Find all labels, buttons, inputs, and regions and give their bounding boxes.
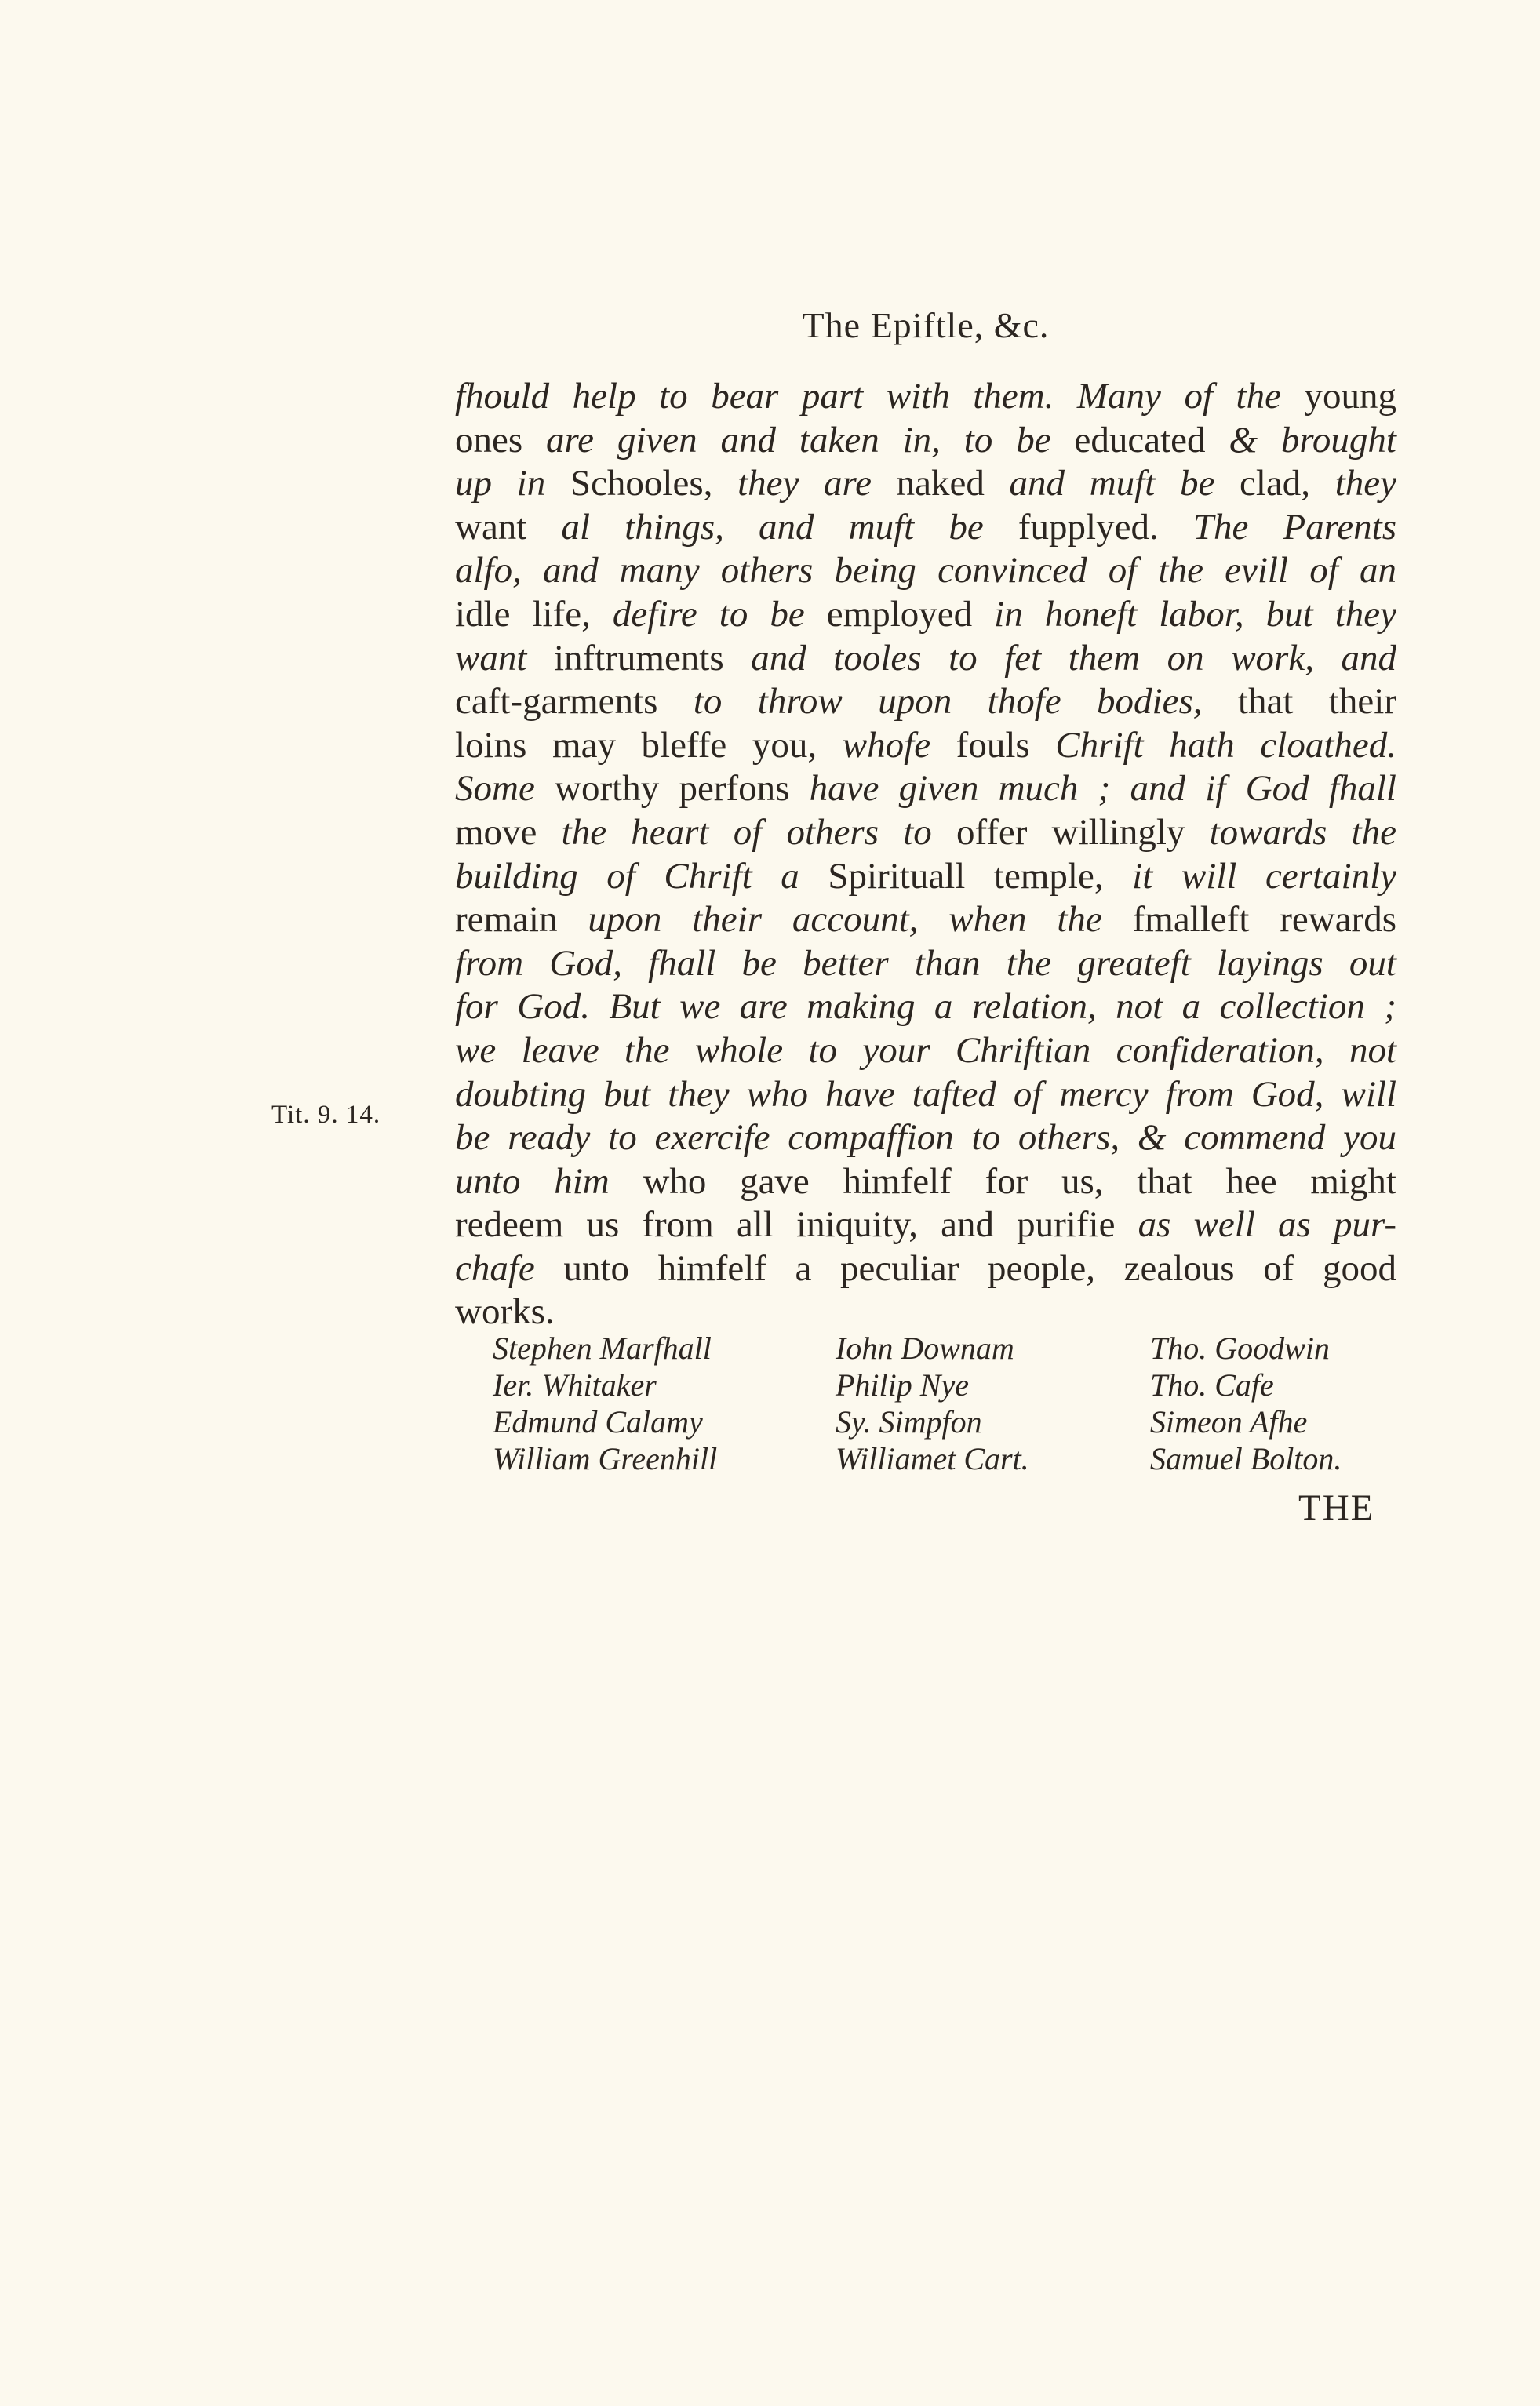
italic-text-run: upon their account, when the [588, 899, 1102, 941]
signatory-name: Williamet Cart. [836, 1441, 1029, 1476]
roman-text-run: unto himfelf a peculiar people, zealous of good [534, 1247, 1396, 1289]
running-head: The Epiftle, &c. [802, 305, 1050, 345]
text-line [455, 1073, 1396, 1117]
roman-text-run: redeem us from all iniquity, and purifie [455, 1204, 1138, 1246]
italic-text-run: The Parents [1192, 506, 1396, 548]
text-line [455, 1116, 1396, 1160]
signatory-name: Simeon Afhe [1150, 1404, 1308, 1440]
signatory-name: Tho. Cafe [1150, 1367, 1274, 1403]
italic-text-run: they are [737, 463, 872, 504]
signatory-column [836, 1330, 1029, 1477]
roman-text-run: Schooles, [545, 463, 738, 504]
roman-text-run: fouls [930, 724, 1056, 766]
text-line [455, 462, 1396, 506]
text-line [455, 942, 1396, 986]
roman-text-run: remain [455, 899, 588, 941]
text-line [455, 680, 1396, 724]
body-text [455, 375, 1396, 1334]
italic-text-run: and muft be [1009, 463, 1215, 504]
italic-text-run: unto him [455, 1160, 610, 1202]
italic-text-run: are given and taken in, to be [546, 419, 1051, 460]
italic-text-run: towards the [1209, 811, 1397, 853]
italic-text-run: for God. But we are making a relation, not a collection ; [455, 986, 1396, 1028]
text-line [455, 1029, 1396, 1073]
italic-text-run: Chrift hath cloathed. [1055, 724, 1396, 766]
signatory-name: Stephen Marfhall [493, 1330, 712, 1366]
italic-text-run: have given much ; and if God fhall [809, 768, 1396, 810]
roman-text-run: naked [871, 463, 1010, 504]
italic-text-run: as well as pur- [1138, 1204, 1396, 1246]
italic-text-run: the heart of others to [561, 811, 932, 853]
roman-text-run: fmalleft rewards [1101, 899, 1396, 941]
text-line [455, 724, 1396, 768]
text-line [455, 1203, 1396, 1247]
signatory-name: Philip Nye [836, 1367, 969, 1403]
italic-text-run: defire to be [612, 593, 805, 635]
roman-text-run: Spirituall temple, [799, 855, 1133, 897]
text-line [455, 593, 1396, 637]
signatory-name: William Greenhill [493, 1441, 718, 1476]
italic-text-run: al things, and muft be [561, 506, 984, 548]
signatory-name: Iohn Downam [836, 1330, 1014, 1366]
text-line [455, 1160, 1396, 1204]
roman-text-run: clad, [1214, 463, 1335, 504]
signatory-name: Ier. Whitaker [493, 1367, 657, 1403]
roman-text-run: move [455, 811, 562, 853]
italic-text-run: building of Chrift a [455, 855, 799, 897]
signatory-name: Samuel Bolton. [1150, 1441, 1342, 1476]
italic-text-run: be ready to exercife compaffion to others, & commend you [455, 1117, 1396, 1159]
text-line [455, 811, 1396, 855]
margin-note: Tit. 9. 14. [271, 1101, 381, 1129]
text-line [455, 985, 1396, 1029]
roman-text-run: want [455, 506, 562, 548]
italic-text-run: up in [455, 463, 546, 504]
text-line [455, 855, 1396, 899]
italic-text-run: whofe [842, 724, 931, 766]
italic-text-run: in honeft labor, but they [994, 593, 1397, 635]
italic-text-run: & brought [1229, 419, 1396, 460]
signatory-column [1150, 1330, 1342, 1477]
italic-text-run: and tooles to fet them on work, and [751, 637, 1396, 679]
italic-text-run: to throw upon thofe bodies, [693, 681, 1203, 723]
italic-text-run: chafe [455, 1247, 535, 1289]
italic-text-run: they [1334, 463, 1397, 504]
roman-text-run: young [1280, 376, 1397, 417]
italic-text-run: want [455, 637, 527, 679]
italic-text-run: we leave the whole to your Chriftian confideration, not [455, 1029, 1396, 1071]
roman-text-run: who gave himfelf for us, that hee might [609, 1160, 1396, 1202]
italic-text-run: fhould help to bear part with them. Many of the [455, 376, 1281, 417]
text-line [455, 375, 1396, 419]
signatory-column [493, 1330, 717, 1477]
text-line [455, 419, 1396, 463]
roman-text-run: employed [804, 593, 995, 635]
roman-text-run: fupplyed. [983, 506, 1193, 548]
roman-text-run: idle life, [455, 593, 613, 635]
text-line [455, 767, 1396, 811]
roman-text-run: offer willingly [931, 811, 1210, 853]
roman-text-run: ones [455, 419, 547, 460]
text-line [455, 1247, 1396, 1291]
text-line [455, 1290, 1396, 1334]
roman-text-run: educated [1050, 419, 1229, 460]
roman-text-run: worthy perfons [534, 768, 810, 810]
italic-text-run: from God, fhall be better than the greateft layings out [455, 942, 1396, 984]
catchword: THE [1298, 1487, 1375, 1528]
italic-text-run: it will certainly [1132, 855, 1397, 897]
text-line [455, 549, 1396, 593]
roman-text-run: loins may bleffe you, [455, 724, 843, 766]
text-line [455, 637, 1396, 681]
roman-text-run: works. [455, 1291, 555, 1333]
signatory-name: Sy. Simpfon [836, 1404, 982, 1440]
italic-text-run: doubting but they who have tafted of mercy from God, will [455, 1073, 1396, 1115]
italic-text-run: Some [455, 768, 535, 810]
signatory-name: Edmund Calamy [493, 1404, 703, 1440]
roman-text-run: caft-garments [455, 681, 694, 723]
text-line [455, 506, 1396, 550]
signatory-name: Tho. Goodwin [1150, 1330, 1330, 1366]
roman-text-run: inftruments [526, 637, 752, 679]
text-line [455, 898, 1396, 942]
roman-text-run: that their [1202, 681, 1396, 723]
italic-text-run: alfo, and many others being convinced of the evill of an [455, 550, 1396, 591]
